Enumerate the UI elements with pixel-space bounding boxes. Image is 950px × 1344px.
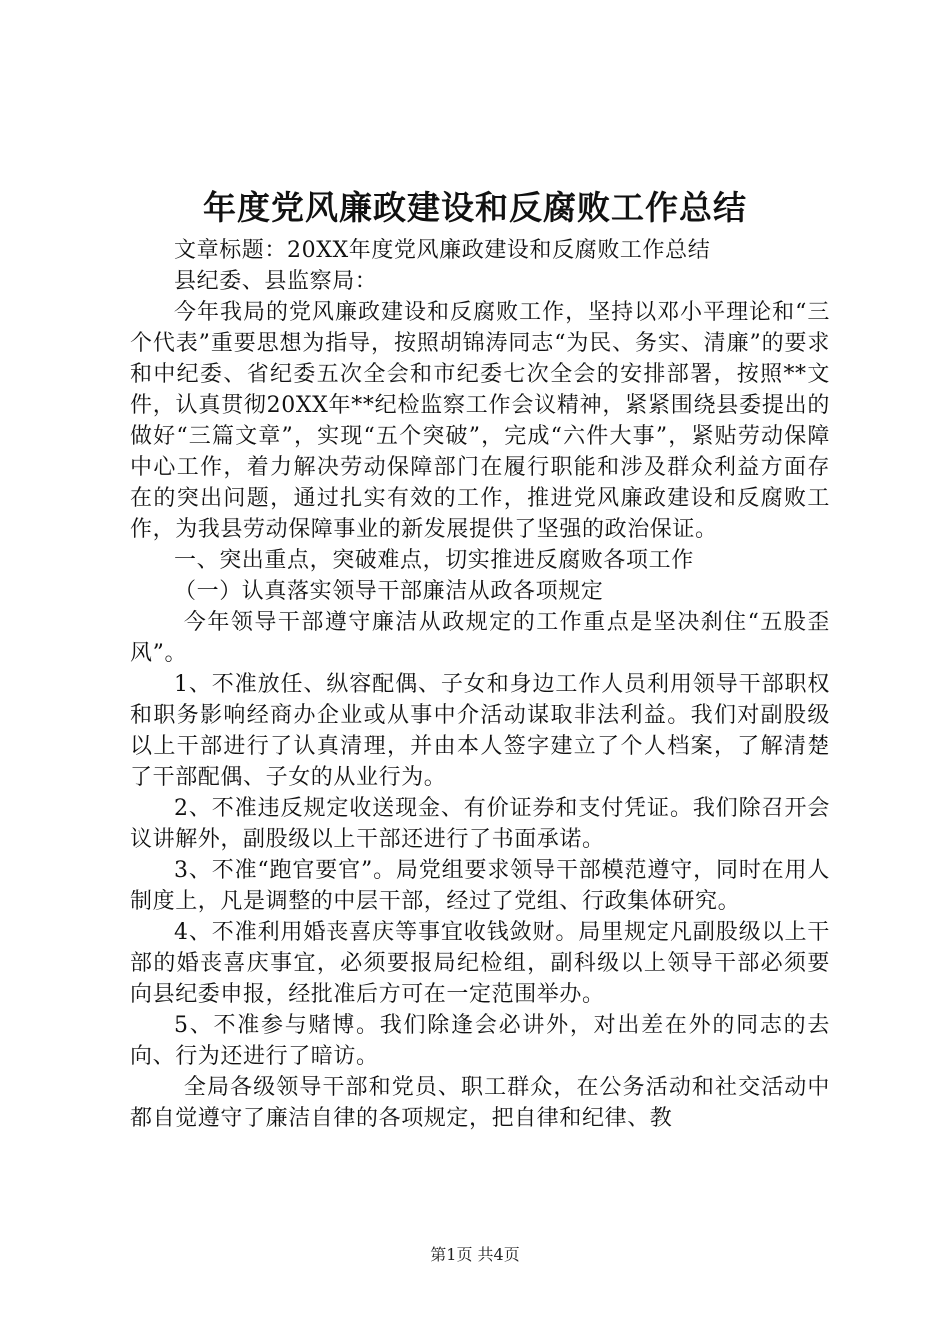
page-footer: 第1页 共4页 — [430, 1245, 520, 1264]
paragraph-five-winds: 今年领导干部遵守廉洁从政规定的工作重点是坚决刹住“五股歪风”。 — [130, 610, 830, 666]
rule-item-2: 2、不准违反规定收送现金、有价证券和支付凭证。我们除召开会议讲解外，副股级以上干部还进行了书面承诺。 — [130, 796, 830, 852]
document-title: 年度党风廉政建设和反腐败工作总结 — [203, 188, 747, 227]
recipient-line: 县纪委、县监察局： — [174, 269, 378, 294]
rule-item-1: 1、不准放任、纵容配偶、子女和身边工作人员利用领导干部职权和职务影响经商办企业或从事中介活动谋取非法利益。我们对副股级以上干部进行了认真清理，并由本人签字建立了个人档案，了解清楚了干部配偶、子女的从业行为。 — [130, 672, 830, 790]
article-heading-line: 文章标题：20XX年度党风廉政建设和反腐败工作总结 — [174, 238, 711, 263]
closing-paragraph: 全局各级领导干部和党员、职工群众，在公务活动和社交活动中都自觉遵守了廉洁自律的各项规定，把自律和纪律、教 — [130, 1075, 830, 1131]
document-body — [130, 235, 830, 1134]
rule-item-5: 5、不准参与赌博。我们除逢会必讲外，对出差在外的同志的去向、行为还进行了暗访。 — [130, 1013, 830, 1069]
subsection-heading-1: （一）认真落实领导干部廉洁从政各项规定 — [174, 579, 604, 604]
section-heading-1: 一、突出重点，突破难点，切实推进反腐败各项工作 — [174, 548, 694, 573]
rule-item-4: 4、不准利用婚丧喜庆等事宜收钱敛财。局里规定凡副股级以上干部的婚丧喜庆事宜，必须要报局纪检组，副科级以上领导干部必须要向县纪委申报，经批准后方可在一定范围举办。 — [130, 920, 830, 1007]
rule-item-3: 3、不准“跑官要官”。局党组要求领导干部模范遵守，同时在用人制度上，凡是调整的中层干部，经过了党组、行政集体研究。 — [130, 858, 830, 914]
intro-paragraph: 今年我局的党风廉政建设和反腐败工作，坚持以邓小平理论和“三个代表”重要思想为指导，按照胡锦涛同志“为民、务实、清廉”的要求和中纪委、省纪委五次全会和市纪委七次全会的安排部署，按照**文件，认真贯彻20XX年**纪检监察工作会议精神，紧紧围绕县委提出的做好“三篇文章”，实现“五个突破”，完成“六件大事”，紧贴劳动保障中心工作，着力解决劳动保障部门在履行职能和涉及群众利益方面存在的突出问题，通过扎实有效的工作，推进党风廉政建设和反腐败工作，为我县劳动保障事业的新发展提供了坚强的政治保证。 — [130, 300, 830, 542]
